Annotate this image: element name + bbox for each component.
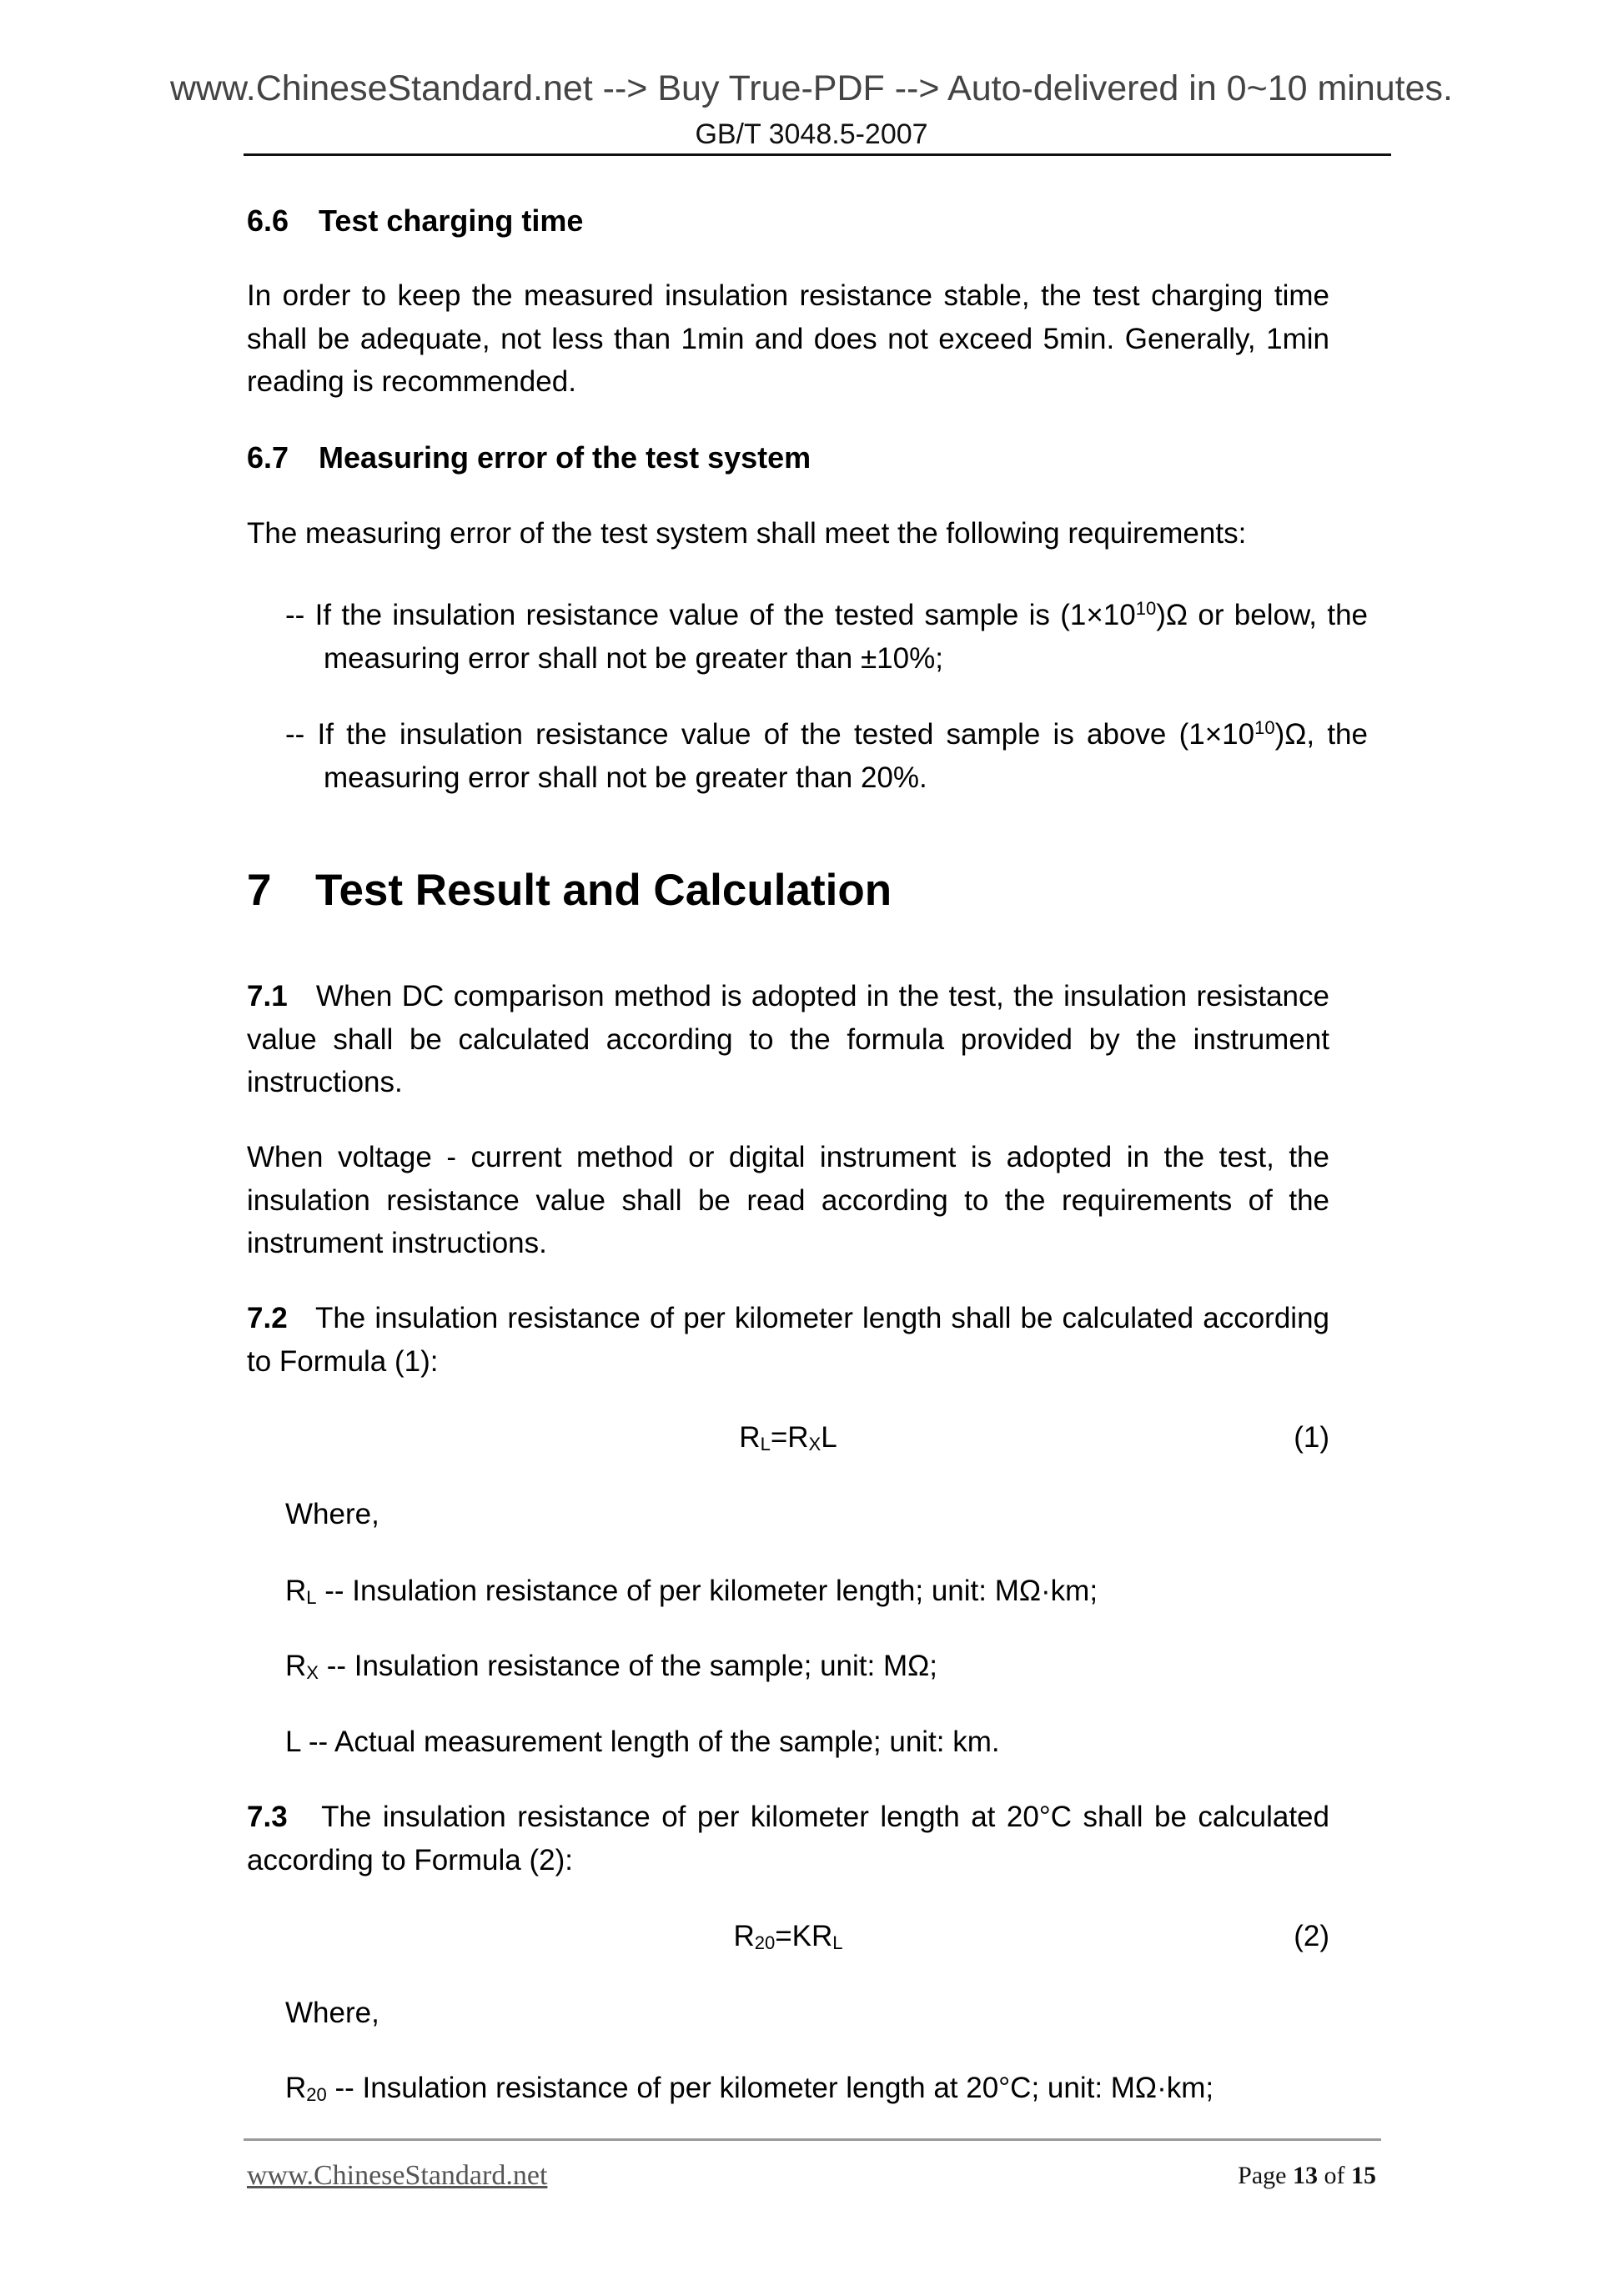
formula-2-number: (2) — [1294, 1920, 1329, 1952]
paragraph-6-7-intro: The measuring error of the test system shall meet the following requirements: — [247, 517, 1247, 550]
footer-site-link[interactable]: www.ChineseStandard.net — [247, 2160, 548, 2191]
bullet-error-below: -- If the insulation resistance value of the tested sample is $(1\times 10^{10})\Omega$ or below, the measuring error shall not be greater than ±10%; — [285, 598, 1368, 675]
formula-1: $R_L=R_XL$ — [739, 1421, 837, 1454]
formula-2: $R_{20}=KR_L$ — [733, 1920, 843, 1953]
page-indicator: Page 13 of 15 — [1238, 2162, 1376, 2189]
header-banner: www.ChineseStandard.net --> Buy True-PDF --> Auto-delivered in 0~10 minutes. — [169, 68, 1453, 108]
definition-rx: $R_X$ -- Insulation resistance of the sample; unit: MΩ; — [285, 1650, 938, 1683]
header-divider — [244, 153, 1391, 156]
heading-6-7: 6.7 Measuring error of the test system — [247, 440, 812, 475]
definition-l: L -- Actual measurement length of the sample; unit: km. — [285, 1726, 1000, 1758]
formula-1-number: (1) — [1294, 1421, 1329, 1454]
standard-number: GB/T 3048.5-2007 — [695, 118, 928, 150]
paragraph-7-2: 7.2 The insulation resistance of per kilometer length shall be calculated according to Formula (1): — [247, 1302, 1329, 1378]
heading-6-6: 6.6 Test charging time — [247, 203, 584, 238]
paragraph-7-1-b: When voltage - current method or digital instrument is adopted in the test, the insulation resistance value shall be read according to the requirements of the instrument instructions. — [247, 1141, 1329, 1259]
where-label-2: Where, — [285, 1997, 379, 2029]
heading-7: 7 Test Result and Calculation — [247, 866, 892, 915]
bullet-error-above: -- If the insulation resistance value of the tested sample is above $(1\times 10^{10})\Omega$, the measuring error shall not be greater than 20%. — [285, 717, 1368, 794]
paragraph-7-3: 7.3 The insulation resistance of per kilometer length at 20°C shall be calculated according to Formula (2): — [247, 1801, 1329, 1876]
definition-r20: $R_{20}$ -- Insulation resistance of per kilometer length at 20°C; unit: MΩ·km; — [285, 2072, 1214, 2105]
definition-rl: $R_L$ -- Insulation resistance of per kilometer length; unit: MΩ·km; — [285, 1575, 1098, 1608]
where-label-1: Where, — [285, 1498, 379, 1530]
footer-divider — [244, 2138, 1381, 2141]
paragraph-7-1: 7.1 When DC comparison method is adopted in the test, the insulation resistance value shall be calculated according to the formula provided by the instrument instructions. — [247, 980, 1329, 1098]
paragraph-6-6: In order to keep the measured insulation resistance stable, the test charging time shall be adequate, not less than 1min and does not exceed 5min. Generally, 1min reading is recommended. — [247, 279, 1329, 398]
